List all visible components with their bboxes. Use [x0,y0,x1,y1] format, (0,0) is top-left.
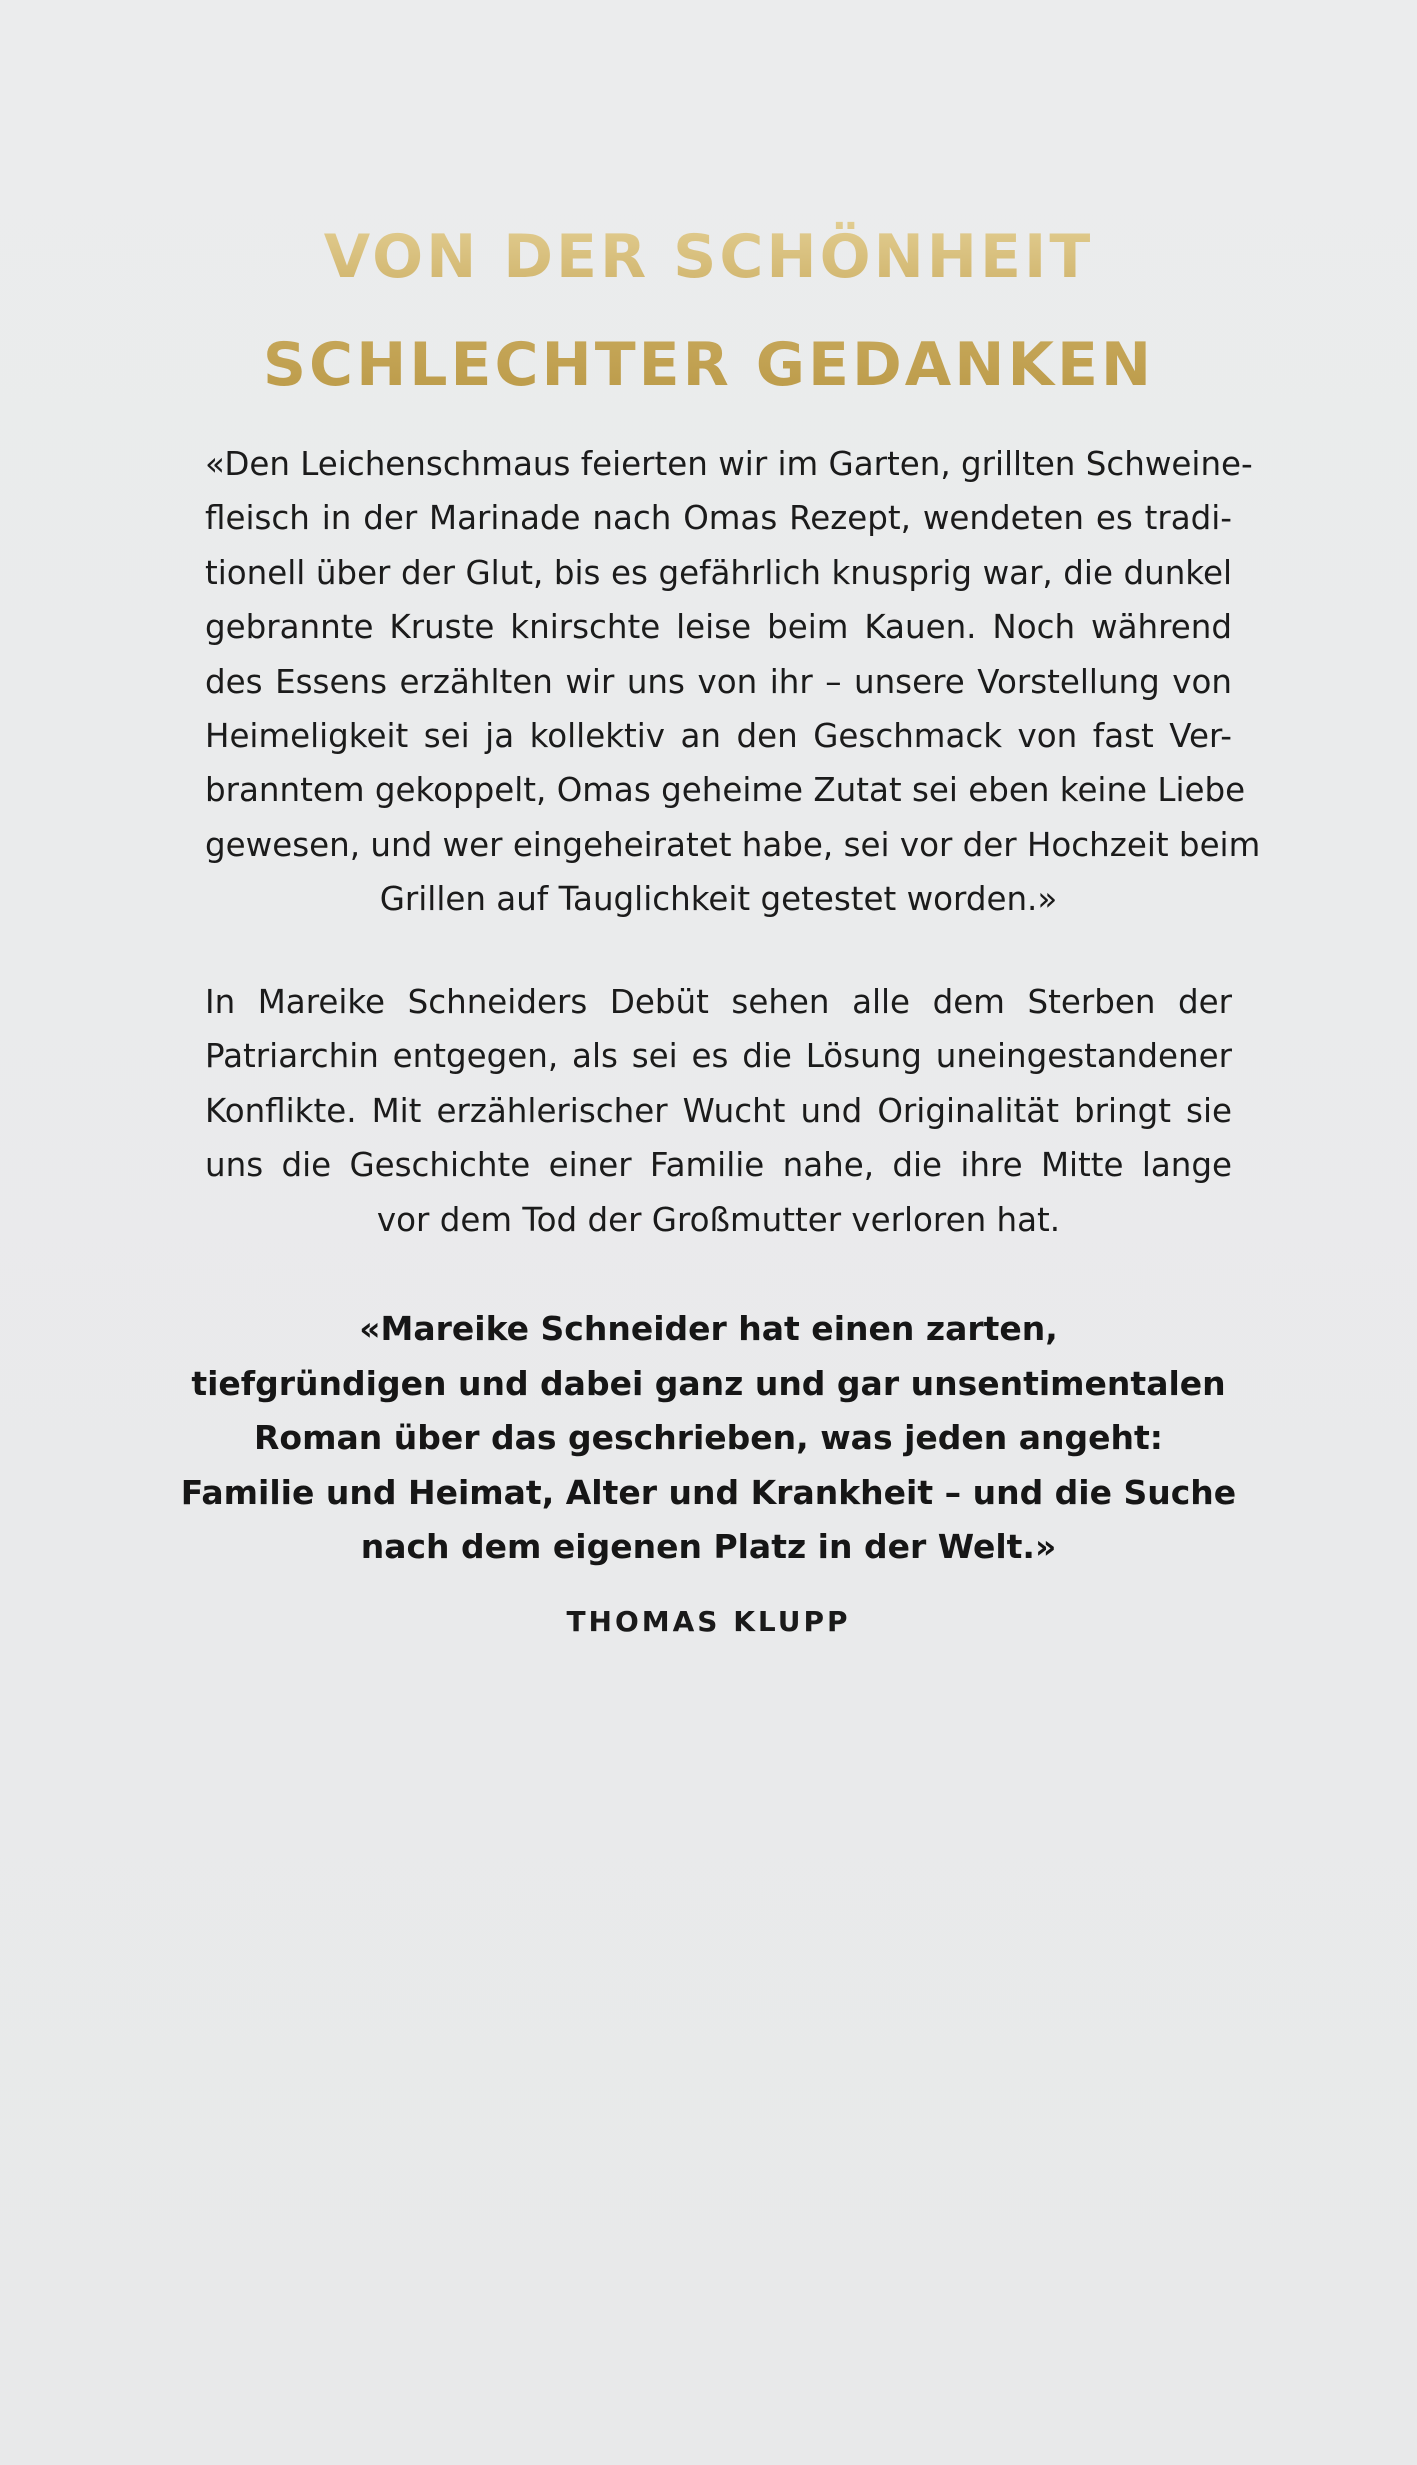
blurb-line: vor dem Tod der Großmutter verloren hat. [376,1200,1061,1239]
excerpt-line: fleisch in der Marinade nach Omas Rezept, wendeten es tradi- [205,499,1232,538]
excerpt-paragraph [205,437,1261,927]
book-title [0,203,1417,419]
quote-line: tiefgründigen und dabei ganz und gar unsentimentalen [191,1363,1226,1403]
excerpt-line: «Den Leichenschmaus feierten wir im Garten, grillten Schweine- [205,445,1253,483]
quote-line: Roman über das geschrieben, was jeden angeht: [254,1418,1163,1457]
quote-line: «Mareike Schneider hat einen zarten, [359,1309,1058,1348]
quote-line: Familie und Heimat, Alter und Krankheit – und die Suche [180,1472,1237,1512]
book-title-line: VON DER SCHÖNHEIT [323,222,1094,292]
excerpt-line: Heimeligkeit sei ja kollektiv an den Geschmack von fast Ver- [205,717,1232,756]
blurb-paragraph [205,975,1232,1247]
excerpt-line: des Essens erzählten wir uns von ihr – unsere Vorstellung von [205,662,1232,701]
excerpt-line: Grillen auf Tauglichkeit getestet worden.» [379,880,1058,919]
quote-line: nach dem eigenen Platz in der Welt.» [360,1527,1057,1566]
excerpt-line: tionell über der Glut, bis es gefährlich knusprig war, die dunkel [205,553,1232,592]
excerpt-line: gebrannte Kruste knirschte leise beim Kauen. Noch während [205,608,1232,647]
quote-author: THOMAS KLUPP [566,1605,851,1638]
excerpt-line: branntem gekoppelt, Omas geheime Zutat sei eben keine Liebe [205,771,1246,810]
blurb-line: Patriarchin entgegen, als sei es die Lösung uneingestandener [205,1037,1232,1076]
blurb-line: Konflikte. Mit erzählerischer Wucht und Originalität bringt sie [205,1091,1232,1130]
review-quote [0,1302,1417,1575]
excerpt-line: gewesen, und wer eingeheiratet habe, sei vor der Hochzeit beim [205,825,1261,864]
book-title-line: SCHLECHTER GEDANKEN [262,330,1155,400]
blurb-line: In Mareike Schneiders Debüt sehen alle dem Sterben der [205,983,1232,1021]
blurb-line: uns die Geschichte einer Familie nahe, die ihre Mitte lange [205,1146,1232,1185]
